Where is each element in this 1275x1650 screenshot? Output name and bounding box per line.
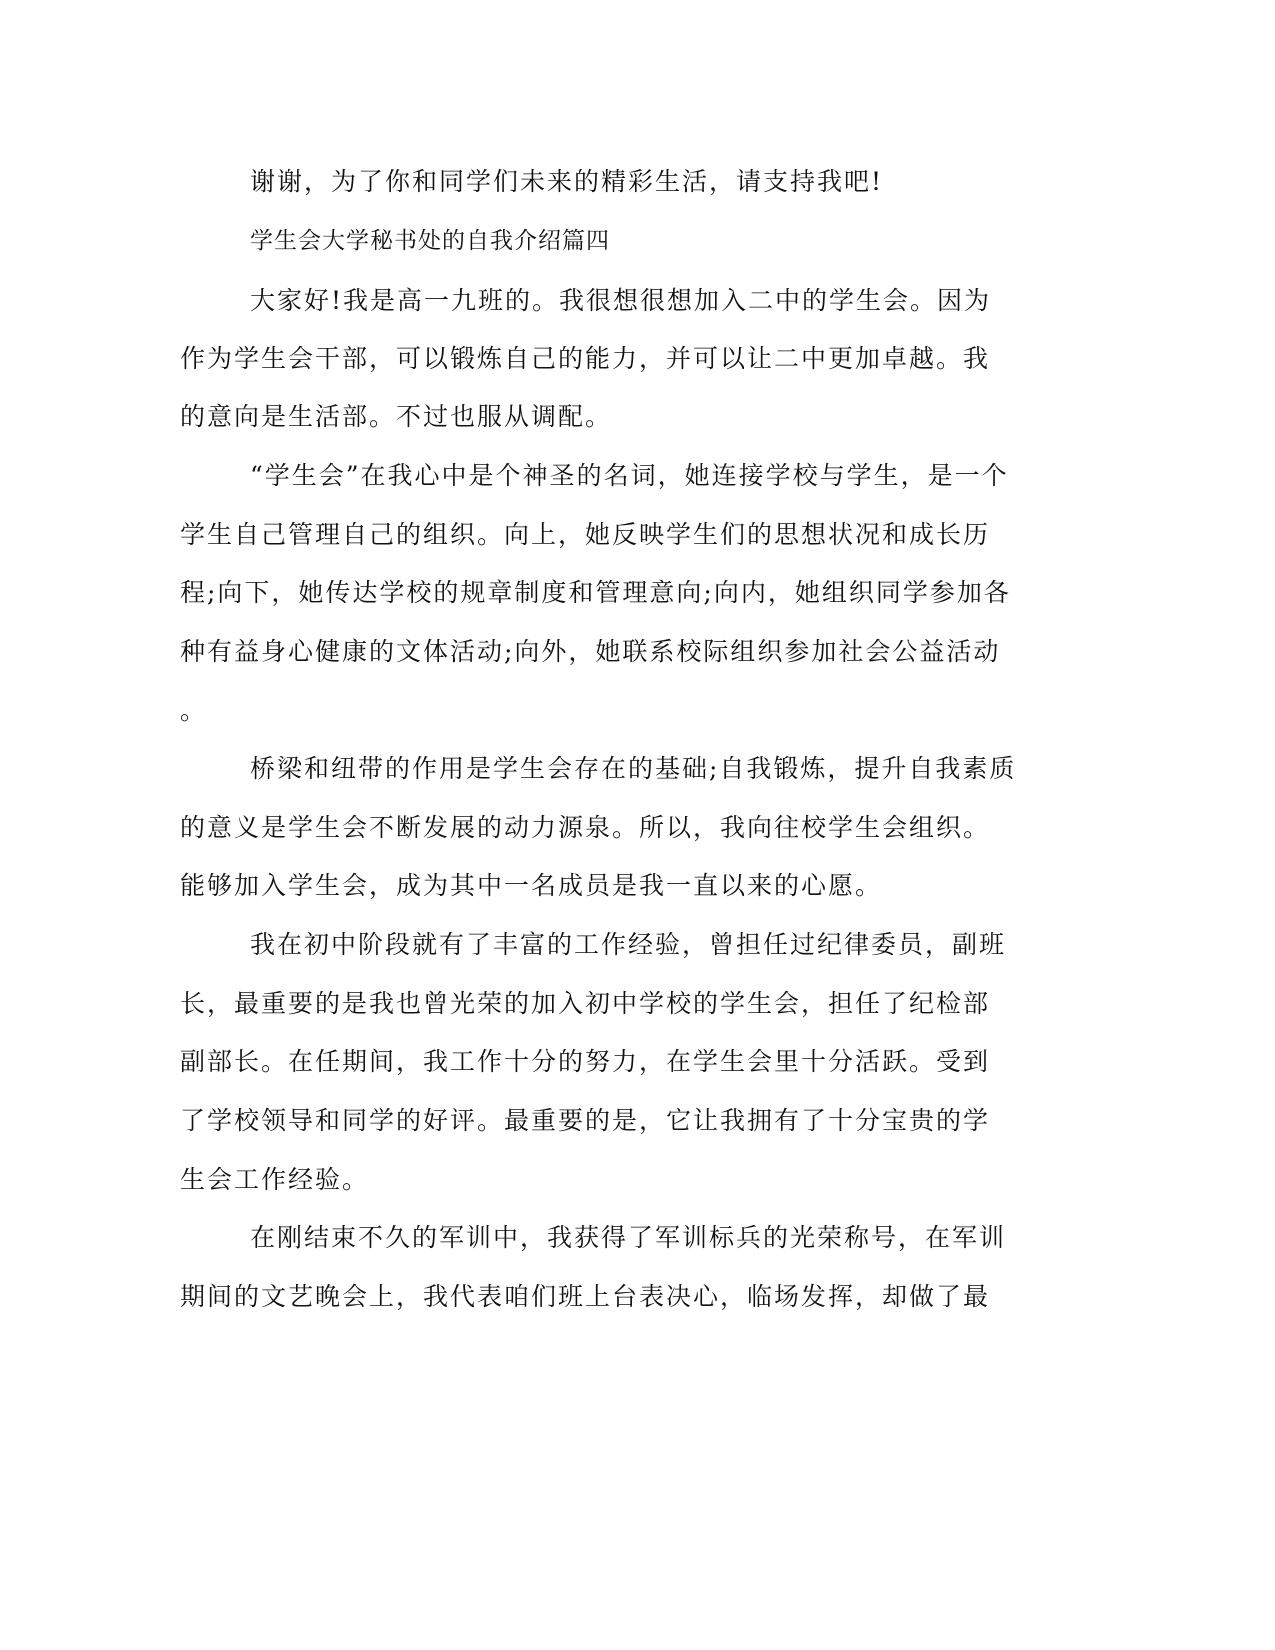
text-line: 学生自己管理自己的组织。向上，她反映学生们的思想状况和成长历 <box>180 520 991 549</box>
text-line: 的意义是学生会不断发展的动力源泉。所以，我向往校学生会组织。 <box>180 813 991 842</box>
section-heading: 学生会大学秘书处的自我介绍篇四 <box>250 228 610 254</box>
text-line: 副部长。在任期间，我工作十分的努力，在学生会里十分活跃。受到 <box>180 1047 991 1076</box>
text-line: 的意向是生活部。不过也服从调配。 <box>180 402 613 431</box>
text-line: 大家好!我是高一九班的。我很想很想加入二中的学生会。因为 <box>250 286 992 315</box>
text-line: 在刚结束不久的军训中，我获得了军训标兵的光荣称号，在军训 <box>250 1223 1007 1252</box>
text-line: 长，最重要的是我也曾光荣的加入初中学校的学生会，担任了纪检部 <box>180 989 991 1018</box>
text-line: 我在初中阶段就有了丰富的工作经验，曾担任过纪律委员，副班 <box>250 930 1007 959</box>
text-line: 了学校领导和同学的好评。最重要的是，它让我拥有了十分宝贵的学 <box>180 1106 991 1135</box>
text-line: 作为学生会干部，可以锻炼自己的能力，并可以让二中更加卓越。我 <box>180 344 991 373</box>
text-line: 桥梁和纽带的作用是学生会存在的基础;自我锻炼，提升自我素质 <box>250 754 1017 783</box>
text-line: 谢谢，为了你和同学们未来的精彩生活，请支持我吧! <box>250 167 884 196</box>
text-line: 程;向下，她传达学校的规章制度和管理意向;向内，她组织同学参加各 <box>180 578 1011 607</box>
text-line: 生会工作经验。 <box>180 1165 370 1194</box>
text-line: 。 <box>180 696 208 725</box>
text-line: 期间的文艺晚会上，我代表咱们班上台表决心，临场发挥，却做了最 <box>180 1282 991 1311</box>
text-line: 种有益身心健康的文体活动;向外，她联系校际组织参加社会公益活动 <box>180 637 1001 666</box>
text-line: “学生会”在我心中是个神圣的名词，她连接学校与学生，是一个 <box>250 461 1009 490</box>
text-line: 能够加入学生会，成为其中一名成员是我一直以来的心愿。 <box>180 871 883 900</box>
